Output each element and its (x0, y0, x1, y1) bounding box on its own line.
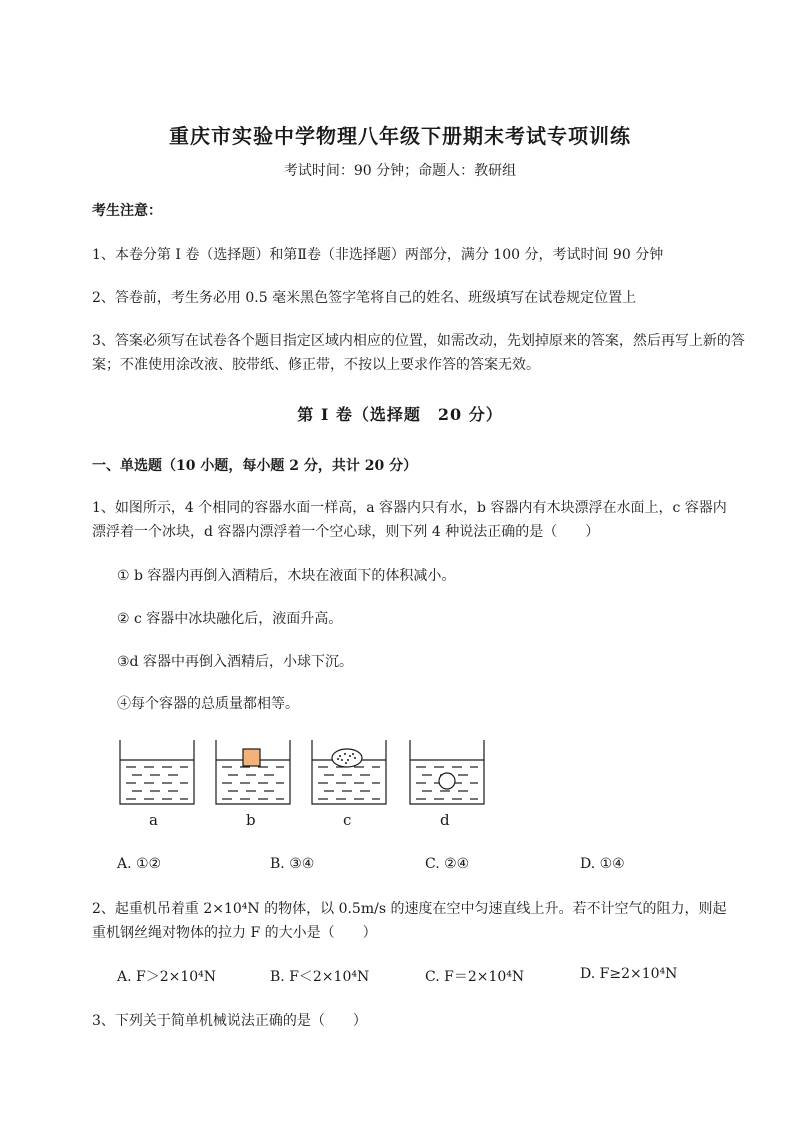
label-c: c (343, 811, 352, 829)
notice-heading: 考生注意： (92, 203, 162, 219)
part-heading: 一、单选题（10 小题，每小题 2 分，共计 20 分） (92, 458, 418, 474)
ice-block (332, 749, 362, 767)
q1-statement-4: ④每个容器的总质量都相等。 (117, 696, 299, 712)
q1-statement-2: ② c 容器中冰块融化后，液面升高。 (117, 611, 343, 627)
notice-item-3: 3、答案必须写在试卷各个题目指定区域内相应的位置，如需改动，先划掉原来的答案，然后再写上新的答案；不准使用涂改液、胶带纸、修正带，不按以上要求作答的答案无效。 (92, 333, 745, 373)
q1-option-b[interactable]: B. ③④ (270, 856, 315, 872)
q1-stem-line2: 漂浮着一个冰块，d 容器内漂浮着一个空心球，则下列 4 种说法正确的是（ ） (92, 524, 600, 540)
notice-item-2: 2、答卷前，考生务必用 0.5 毫米黑色签字笔将自己的姓名、班级填写在试卷规定位置上 (92, 290, 637, 306)
container-b (216, 740, 290, 804)
q1-statement-1: ① b 容器内再倒入酒精后，木块在液面下的体积减小。 (117, 568, 456, 584)
label-d: d (440, 811, 450, 829)
q1-statement-3: ③d 容器中再倒入酒精后，小球下沉。 (117, 654, 353, 670)
q2-stem-line1: 2、起重机吊着重 2×10⁴N 的物体，以 0.5m/s 的速度在空中匀速直线上升。若不计空气的阻力，则起 (92, 901, 727, 917)
page-title: 重庆市实验中学物理八年级下册期末考试专项训练 (169, 124, 631, 148)
label-b: b (246, 811, 256, 829)
notice-item-1: 1、本卷分第 I 卷（选择题）和第Ⅱ卷（非选择题）两部分，满分 100 分，考试时间 90 分钟 (92, 247, 664, 263)
q2-option-c[interactable]: C. F＝2×10⁴N (425, 969, 525, 985)
q1-stem-line1: 1、如图所示，4 个相同的容器水面一样高，a 容器内只有水，b 容器内有木块漂浮在水面上，c 容器内 (92, 500, 727, 516)
container-a (120, 740, 194, 804)
q2-option-b[interactable]: B. F＜2×10⁴N (270, 969, 370, 985)
hollow-ball (439, 773, 455, 789)
q1-option-c[interactable]: C. ②④ (425, 856, 470, 872)
exam-info: 考试时间：90 分钟；命题人：教研组 (283, 163, 517, 179)
container-d (410, 740, 484, 804)
q3-stem-line1: 3、下列关于简单机械说法正确的是（ ） (92, 1013, 367, 1029)
label-a: a (149, 811, 158, 829)
q2-option-d[interactable]: D. F≥2×10⁴N (580, 966, 678, 982)
q1-option-a[interactable]: A. ①② (117, 856, 162, 872)
wood-block (243, 749, 260, 766)
containers-figure (112, 735, 492, 835)
container-c (312, 740, 386, 804)
q1-option-d[interactable]: D. ①④ (580, 856, 625, 872)
q2-stem-line2: 重机钢丝绳对物体的拉力 F 的大小是（ ） (92, 925, 377, 941)
q2-option-a[interactable]: A. F＞2×10⁴N (117, 969, 217, 985)
section-title: 第 I 卷（选择题 20 分） (297, 405, 503, 424)
